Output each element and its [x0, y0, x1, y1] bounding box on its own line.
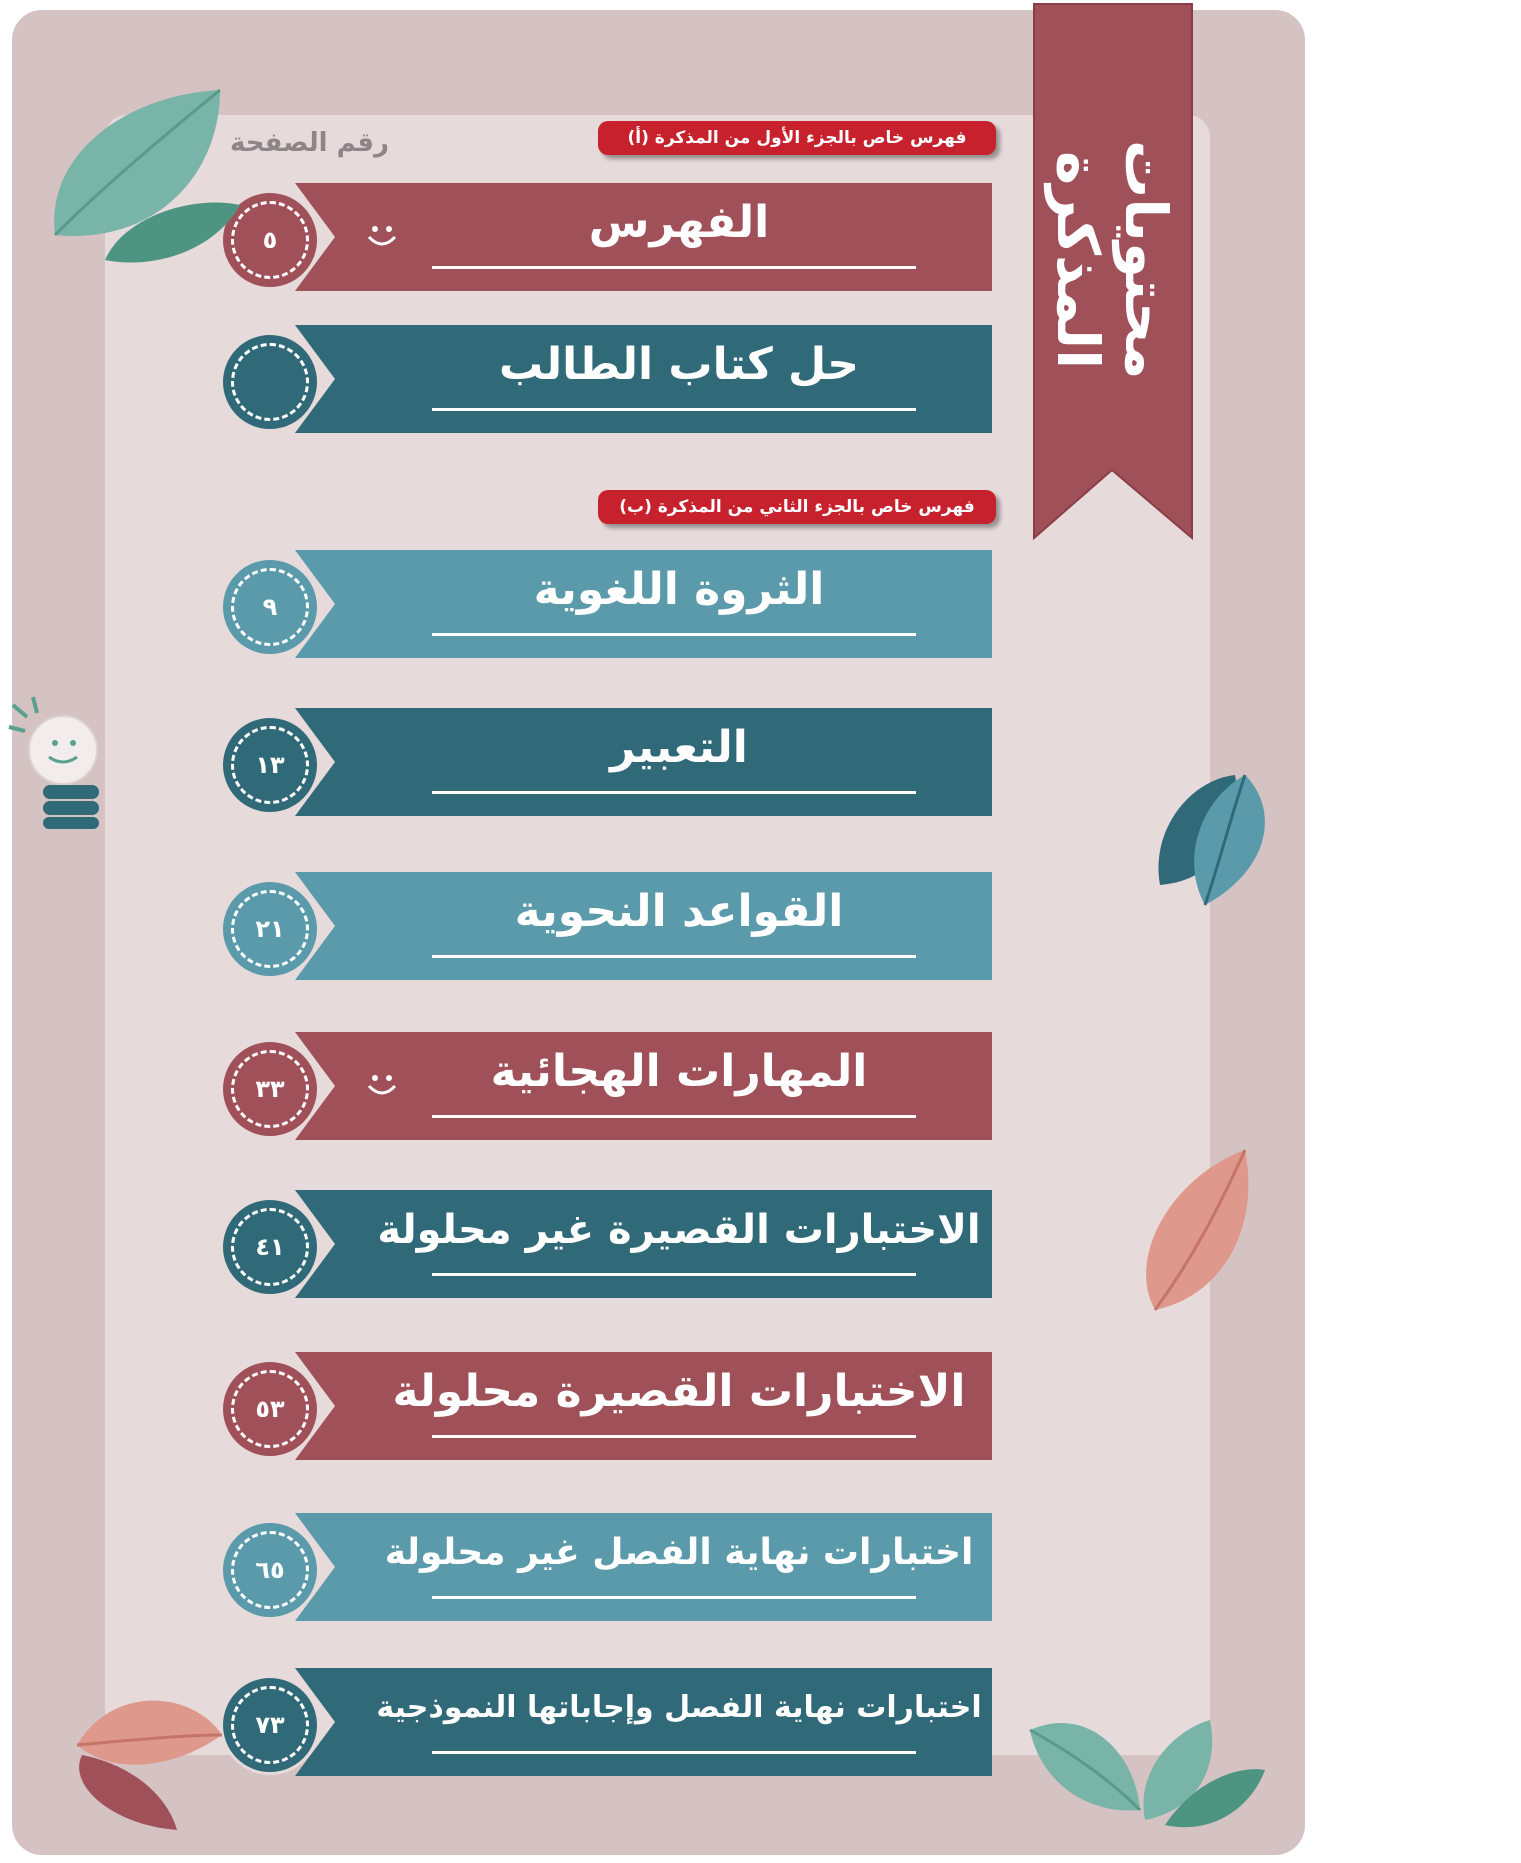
row-title: اختبارات نهاية الفصل غير محلولة	[384, 1532, 974, 1573]
toc-row[interactable]	[220, 325, 992, 433]
row-title: الاختبارات القصيرة محلولة	[392, 1366, 966, 1417]
page-number-badge	[220, 715, 320, 815]
row-title: حل كتاب الطالب	[499, 339, 859, 390]
lightbulb-icon	[5, 695, 105, 835]
toc-row[interactable]	[220, 1032, 992, 1140]
section-label-part-a: فهرس خاص بالجزء الأول من المذكرة (أ)	[598, 121, 996, 155]
title-underline	[432, 955, 916, 958]
title-underline	[432, 408, 916, 411]
toc-row[interactable]	[220, 1190, 992, 1298]
section-label-part-b: فهرس خاص بالجزء الثاني من المذكرة (ب)	[598, 490, 996, 524]
toc-row[interactable]	[220, 1668, 992, 1776]
page-number-badge	[220, 332, 320, 432]
title-underline	[432, 1596, 916, 1599]
page-number: ٥٣	[231, 1370, 309, 1448]
row-title: المهارات الهجائية	[490, 1046, 868, 1097]
page-number	[231, 343, 309, 421]
page-number: ٣٣	[231, 1050, 309, 1128]
page-number: ٧٣	[231, 1686, 309, 1764]
leaf-bottom-right-icon	[1025, 1710, 1270, 1840]
page-number-badge	[220, 1197, 320, 1297]
row-title: الاختبارات القصيرة غير محلولة	[377, 1207, 981, 1253]
page-number-badge	[220, 1675, 320, 1775]
row-title: الثروة اللغوية	[533, 564, 825, 615]
page-number: ٦٥	[231, 1531, 309, 1609]
toc-row[interactable]	[220, 550, 992, 658]
page-number-badge	[220, 557, 320, 657]
row-title: التعبير	[610, 722, 748, 773]
page-number: ٤١	[231, 1208, 309, 1286]
title-underline	[432, 1115, 916, 1118]
page-number-badge	[220, 879, 320, 979]
leaf-right-teal-icon	[1150, 770, 1280, 910]
toc-row[interactable]	[220, 1352, 992, 1460]
ribbon-title: محتويات المذكرة	[1044, 140, 1180, 380]
page-number: ٥	[231, 201, 309, 279]
title-underline	[432, 266, 916, 269]
title-underline	[432, 1435, 916, 1438]
title-underline	[432, 791, 916, 794]
leaf-bottom-left-icon	[72, 1685, 232, 1835]
page-number: ٩	[231, 568, 309, 646]
page-number-badge	[220, 1359, 320, 1459]
page-number: ١٣	[231, 726, 309, 804]
page-number-badge	[220, 1520, 320, 1620]
page-number-column-label: رقم الصفحة	[230, 128, 389, 158]
title-underline	[432, 1751, 916, 1754]
leaf-right-pink-icon	[1135, 1145, 1255, 1315]
title-underline	[432, 1273, 916, 1276]
toc-row[interactable]	[220, 183, 992, 291]
title-underline	[432, 633, 916, 636]
row-title: الفهرس	[588, 197, 770, 248]
toc-row[interactable]	[220, 708, 992, 816]
leaf-top-left-icon	[45, 85, 245, 265]
toc-row[interactable]	[220, 1513, 992, 1621]
page-number-badge	[220, 1039, 320, 1139]
row-title: اختبارات نهاية الفصل وإجاباتها النموذجية	[376, 1690, 982, 1725]
toc-row[interactable]	[220, 872, 992, 980]
row-title: القواعد النحوية	[514, 886, 844, 937]
page-number: ٢١	[231, 890, 309, 968]
